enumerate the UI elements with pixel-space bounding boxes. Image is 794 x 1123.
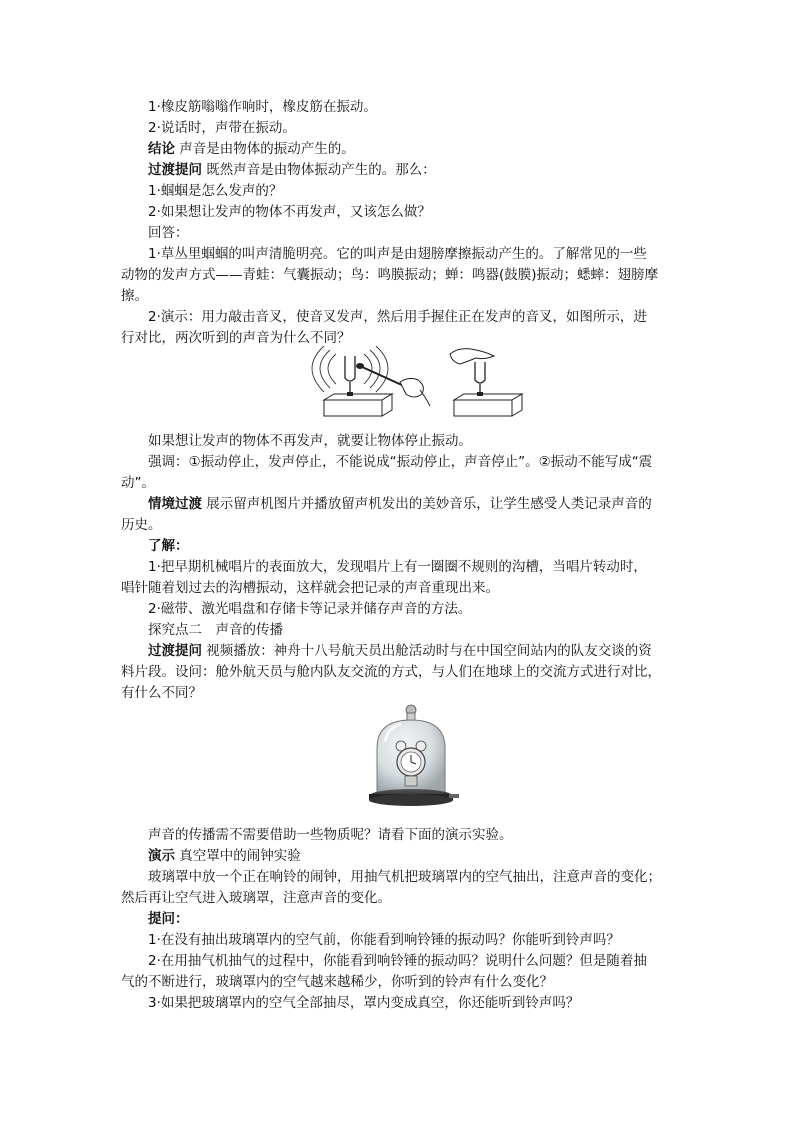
text-line: 2·说话时，声带在振动。 [148,120,296,136]
conclusion-text: 声音是由物体的振动产生的。 [179,141,355,157]
text-line: 2·演示：用力敲击音叉，使音叉发声，然后用手握住正在发声的音叉，如图所示，进 [148,309,647,325]
text-line: 2·如果想让发声的物体不再发声，又该怎么做？ [148,204,431,220]
text-line: 唱针随着划过去的沟槽振动，这样就会把记录的声音重现出来。 [121,580,499,596]
situation-transition-line [148,495,652,513]
label-demo: 演示 [148,848,175,864]
label-question: 提问： [148,911,189,927]
text-line: 3·如果把玻璃罩内的空气全部抽尽，罩内变成真空，你还能听到铃声吗？ [148,995,580,1011]
label-understand: 了解： [148,538,189,554]
bell-jar-figure [365,702,461,814]
text-line: 动物的发声方式——青蛙：气囊振动；鸟：鸣膜振动；蝉：鸣器(鼓膜)振动；蟋蟀：翅膀摩 [121,267,659,283]
text-line: 气的不断进行，玻璃罩内的空气越来越稀少，你听到的铃声有什么变化？ [121,974,553,990]
situation-transition-text: 展示留声机图片并播放留声机发出的美妙音乐，让学生感受人类记录声音的 [206,496,652,512]
transition-question-text: 既然声音是由物体振动产生的。那么： [206,162,436,178]
text-line: 1·橡皮筋嗡嗡作响时，橡皮筋在振动。 [148,99,377,115]
text-line: 擦。 [121,288,148,304]
text-line: 1·在没有抽出玻璃罩内的空气前，你能看到响铃锤的振动吗？你能听到铃声吗？ [148,932,620,948]
label-transition-question: 过渡提问 [148,162,202,178]
demo-line [148,847,301,865]
text-line: 1·草丛里蝈蝈的叫声清脆明亮。它的叫声是由翅膀摩擦振动产生的。了解常见的一些 [148,246,647,262]
text-line: 然后再让空气进入玻璃罩，注意声音的变化。 [121,890,391,906]
demo-text: 真空罩中的闹钟实验 [179,848,301,864]
text-line: 行对比，两次听到的声音为什么不同？ [121,330,351,346]
text-line: 强调：①振动停止，发声停止，不能说成“振动停止，声音停止”。②振动不能写成“震 [148,454,653,470]
text-line: 2·在用抽气机抽气的过程中，你能看到响铃锤的振动吗？说明什么问题？但是随着抽 [148,953,647,969]
label-situation-transition: 情境过渡 [148,496,202,512]
text-line: 历史。 [121,517,162,533]
section-heading: 探究点二 声音的传播 [148,622,283,638]
text-line: 有什么不同？ [121,685,202,701]
transition-question-line [148,642,652,660]
text-line: 如果想让发声的物体不再发声，就要让物体停止振动。 [148,433,472,449]
text-line: 回答： [148,225,189,241]
transition-question-text: 视频播放：神舟十八号航天员出舱活动时与在中国空间站内的队友交谈的资 [206,643,652,659]
text-line: 声音的传播需不需要借助一些物质呢？请看下面的演示实验。 [148,827,513,843]
text-line: 料片段。设问：舱外航天员与舱内队友交流的方式，与人们在地球上的交流方式进行对比， [121,664,661,680]
label-transition-question: 过渡提问 [148,643,202,659]
conclusion-line [148,140,355,158]
text-line: 1·把早期机械唱片的表面放大，发现唱片上有一圈圈不规则的沟槽，当唱片转动时， [148,559,647,575]
tuning-fork-figure [300,346,540,428]
transition-question-line [148,161,436,179]
text-line: 动”。 [121,475,155,491]
text-line: 1·蝈蝈是怎么发声的？ [148,183,283,199]
label-conclusion: 结论 [148,141,175,157]
text-line: 玻璃罩中放一个正在响铃的闹钟，用抽气机把玻璃罩内的空气抽出，注意声音的变化； [148,869,661,885]
text-line: 2·磁带、激光唱盘和存储卡等记录并储存声音的方法。 [148,601,472,617]
